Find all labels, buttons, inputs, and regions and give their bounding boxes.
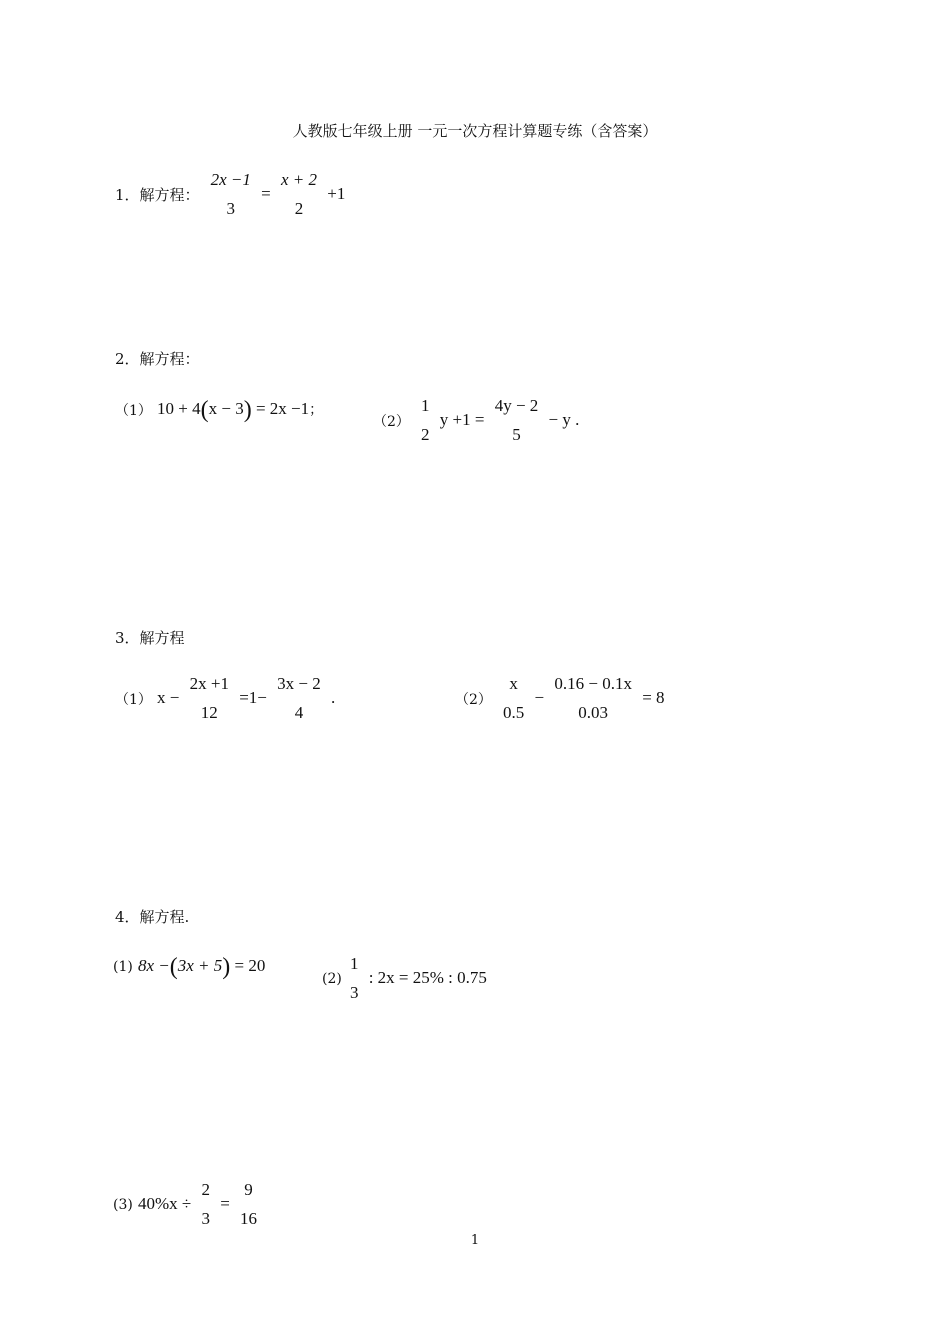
denominator: 2 [294, 198, 304, 218]
denominator: 3 [226, 198, 236, 218]
denominator: 0.5 [503, 702, 525, 722]
question-4-part-2 [322, 950, 487, 1008]
expr-b: = 2x −1 [255, 398, 310, 418]
part-label: (2) [322, 970, 342, 987]
numerator: 2x −1 [210, 170, 251, 189]
question-4-part-2-equation [347, 950, 487, 1008]
expr-end: . [330, 687, 336, 707]
fraction [279, 166, 319, 224]
expr-mid: y +1 = [439, 409, 485, 429]
denominator: 3 [349, 982, 359, 1002]
question-2-part-2-equation [415, 392, 579, 450]
denominator: 2 [421, 424, 430, 444]
part-label: (1) [113, 959, 133, 975]
part-label: （1） [115, 691, 152, 708]
expr-a: 10 + 4 [157, 398, 201, 418]
numerator: 1 [349, 954, 359, 973]
paren-close: ) [243, 397, 252, 423]
end-punct: ； [309, 402, 324, 418]
paren-open: ( [200, 397, 209, 423]
denominator: 12 [200, 702, 218, 722]
paren-open: ( [169, 954, 178, 980]
numerator: 4y − 2 [494, 396, 539, 415]
question-4-part-3-equation [138, 1176, 263, 1234]
question-1 [115, 166, 345, 224]
numerator: 2x +1 [189, 674, 229, 693]
page-number: 1 [470, 1233, 480, 1248]
expr-mid: − [534, 687, 545, 707]
fraction [552, 670, 634, 728]
expr-inner: x − 3 [208, 398, 244, 418]
equals-sign: = [220, 1193, 230, 1213]
equation-tail: +1 [327, 183, 346, 203]
fraction [238, 1176, 259, 1234]
question-4-part-1 [113, 955, 265, 979]
part-label: (3) [113, 1196, 133, 1213]
expr-mid: =1− [239, 687, 267, 707]
question-3-part-2-equation [497, 670, 665, 728]
expr-inner: 3x + 5 [177, 955, 223, 975]
fraction [188, 670, 231, 728]
numerator: 1 [421, 396, 430, 415]
question-4-part-3 [113, 1176, 263, 1234]
numerator: 3x − 2 [277, 674, 321, 693]
question-3-label: 3．解方程 [115, 629, 185, 647]
numerator: x + 2 [281, 170, 318, 189]
paren-close: ) [222, 954, 231, 980]
question-3-part-1 [115, 670, 335, 728]
numerator: x [509, 674, 518, 693]
fraction [348, 950, 361, 1008]
fraction [209, 166, 253, 224]
fraction [275, 670, 323, 728]
numerator: 9 [244, 1180, 253, 1199]
page-title: 人教版七年级上册 一元一次方程计算题专练（含答案） [292, 122, 658, 140]
question-3-part-2 [455, 670, 665, 728]
question-2-part-1-equation [157, 398, 323, 422]
fraction [419, 392, 432, 450]
expr-lead: 40%x ÷ [137, 1193, 192, 1213]
question-2-part-1 [115, 398, 323, 422]
numerator: 0.16 − 0.1x [554, 674, 632, 693]
question-2-part-2 [373, 392, 579, 450]
expr-end: = 8 [642, 687, 665, 707]
expr-b: = 20 [234, 955, 266, 975]
part-label: （1） [115, 403, 152, 419]
question-1-label: 1．解方程： [115, 186, 200, 205]
expr-end: − y . [548, 409, 580, 429]
question-2-label: 2．解方程： [115, 350, 200, 368]
denominator: 4 [294, 702, 304, 722]
denominator: 5 [512, 424, 521, 444]
question-4-part-1-equation [138, 955, 265, 979]
question-3-part-1-equation [157, 670, 335, 728]
expr-lead: x − [157, 687, 180, 707]
denominator: 0.03 [578, 702, 609, 722]
denominator: 3 [201, 1208, 210, 1228]
part-label: （2） [455, 691, 492, 708]
question-4-label: 4．解方程. [115, 908, 190, 926]
equals-sign: = [261, 183, 271, 203]
numerator: 2 [201, 1180, 210, 1199]
part-label: （2） [373, 413, 410, 430]
fraction [501, 670, 526, 728]
denominator: 16 [240, 1208, 258, 1228]
fraction [199, 1176, 212, 1234]
fraction [493, 392, 541, 450]
question-1-equation [205, 166, 346, 224]
expr-a: 8x − [137, 955, 170, 975]
ratio-expression: : 2x = 25% : 0.75 [368, 967, 487, 987]
